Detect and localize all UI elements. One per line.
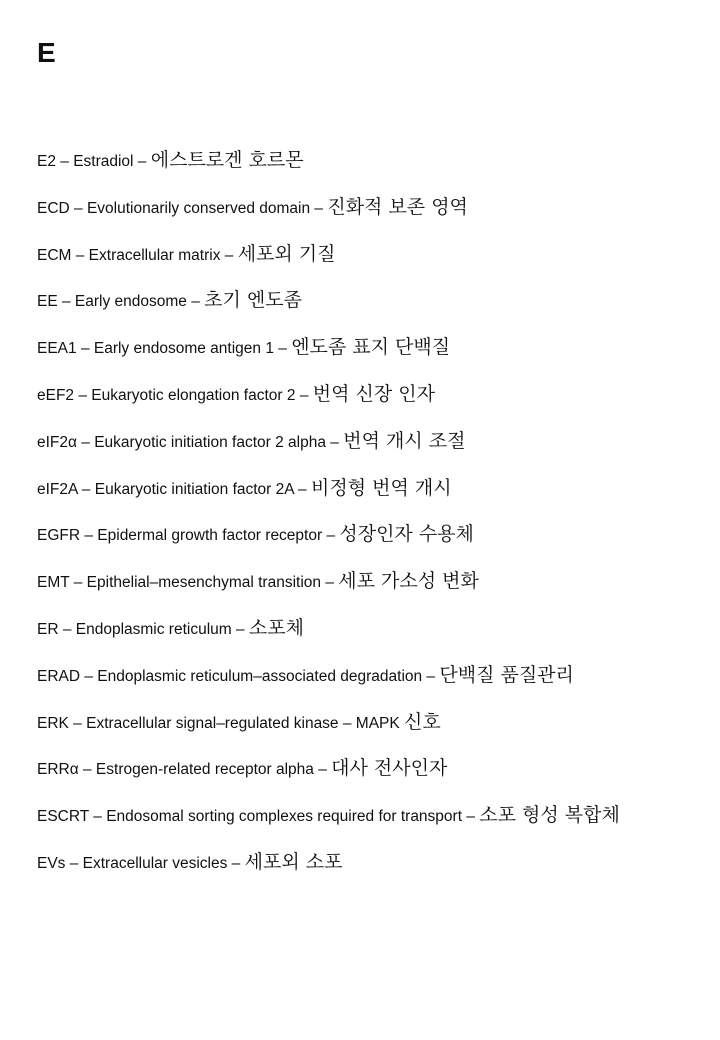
glossary-entry-erad	[37, 653, 652, 700]
entry-term: EE – Early endosome –	[37, 293, 205, 311]
entry-korean: 대사 전사인자	[331, 757, 448, 780]
entry-term: EEA1 – Early endosome antigen 1 –	[37, 340, 292, 358]
glossary-entry-emt	[37, 559, 652, 606]
entry-term: EVs – Extracellular vesicles –	[37, 854, 245, 872]
entry-korean: 소포체	[248, 616, 304, 639]
entry-term: ECM – Extracellular matrix –	[37, 246, 238, 264]
entry-korean: 번역 개시 조절	[343, 429, 466, 452]
glossary-entry-erk	[37, 700, 652, 747]
entry-term: ECD – Evolutionarily conserved domain –	[37, 199, 328, 217]
glossary-entry-eea1	[37, 325, 652, 372]
glossary-entry-eef2	[37, 372, 652, 419]
glossary-entry-err-alpha	[37, 746, 652, 793]
entry-korean: 성장인자 수용체	[339, 523, 474, 546]
glossary-entry-ecm	[37, 232, 652, 279]
entry-korean: 신호	[404, 710, 441, 733]
glossary-entry-er	[37, 606, 652, 653]
entry-korean: 진화적 보존 영역	[327, 195, 468, 218]
entry-korean: 에스트로겐 호르몬	[150, 149, 304, 171]
entry-term: E2 – Estradiol –	[37, 153, 151, 170]
entry-term: ER – Endoplasmic reticulum –	[37, 620, 249, 638]
glossary-entry-egfr	[37, 512, 652, 559]
entry-term: ESCRT – Endosomal sorting complexes required for transport –	[37, 808, 480, 826]
entry-korean: 비정형 번역 개시	[310, 476, 452, 499]
entry-term: eIF2A – Eukaryotic initiation factor 2A –	[37, 480, 311, 498]
entry-term: ERRα – Estrogen-related receptor alpha –	[37, 761, 332, 779]
entry-term: eEF2 – Eukaryotic elongation factor 2 –	[37, 386, 313, 404]
glossary-entry-eif2a	[37, 466, 652, 513]
entry-korean: 세포외 소포	[244, 850, 343, 873]
entry-korean: 엔도좀 표지 단백질	[291, 336, 451, 359]
glossary-list	[37, 138, 652, 887]
glossary-entry-ee	[37, 278, 652, 325]
entry-korean: 단백질 품질관리	[439, 663, 574, 686]
section-letter-heading: E	[37, 37, 56, 68]
entry-term: EGFR – Epidermal growth factor receptor –	[37, 527, 340, 545]
glossary-entry-escrt	[37, 793, 652, 840]
glossary-entry-ecd	[37, 185, 652, 232]
glossary-entry-evs	[37, 840, 652, 887]
entry-korean: 번역 신장 인자	[312, 382, 435, 405]
glossary-entry-e2	[37, 138, 652, 185]
entry-term: ERAD – Endoplasmic reticulum–associated degradation –	[37, 667, 440, 685]
entry-term: eIF2α – Eukaryotic initiation factor 2 alpha –	[37, 433, 344, 451]
glossary-entry-eif2-alpha	[37, 419, 652, 466]
entry-korean: 초기 엔도좀	[204, 289, 302, 312]
entry-term: EMT – Epithelial–mesenchymal transition –	[37, 574, 339, 592]
entry-korean: 소포 형성 복합체	[479, 804, 620, 827]
entry-korean: 세포 가소성 변화	[338, 570, 479, 593]
entry-term: ERK – Extracellular signal–regulated kinase – MAPK	[37, 714, 405, 732]
entry-korean: 세포외 기질	[237, 242, 336, 265]
